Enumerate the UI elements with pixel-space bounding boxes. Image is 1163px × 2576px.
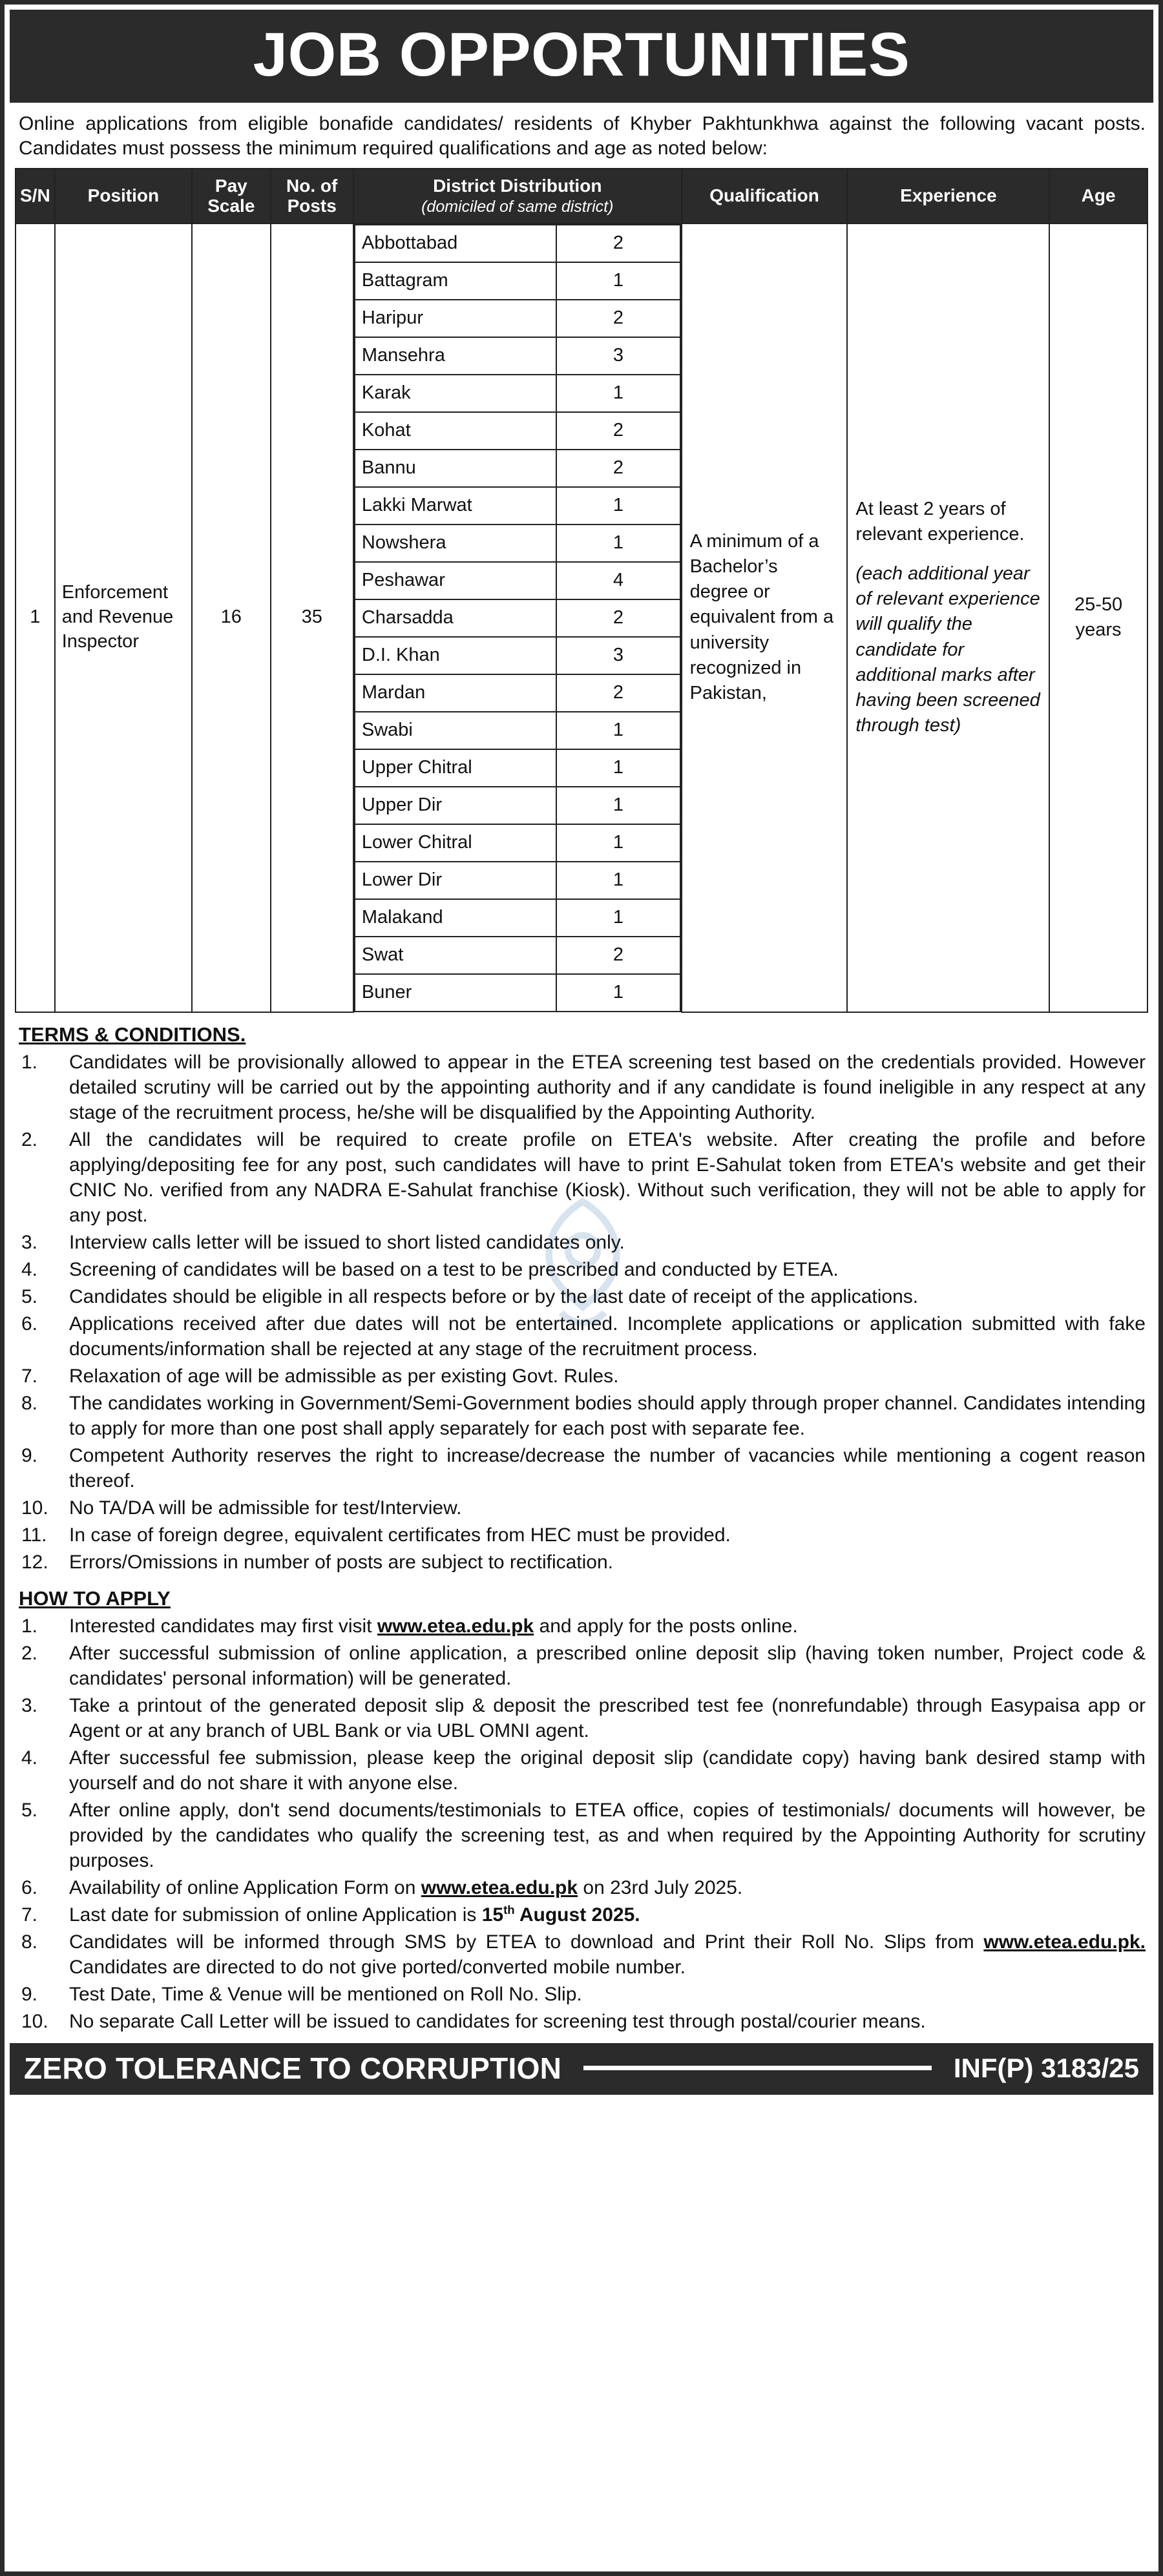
list-item [19,1391,1146,1441]
list-item-text: Screening of candidates will be based on a test to be prescribed and conducted by ETEA. [69,1258,839,1280]
district-post-count: 1 [556,824,680,862]
list-item [19,1443,1146,1493]
list-item [19,1257,1146,1282]
list-item-text: Relaxation of age will be admissible as per existing Govt. Rules. [69,1365,619,1387]
district-name: Abbottabad [355,225,556,262]
list-item [19,1311,1146,1362]
col-qualification: Qualification [682,169,848,223]
list-item-text: Take a printout of the generated deposit slip & deposit the prescribed test fee (nonrefundable) through Easypaisa app or Agent or at any branch of UBL Bank or via UBL OMNI agent. [69,1694,1146,1741]
list-item [19,1693,1146,1743]
list-item-text: All the candidates will be required to create profile on ETEA's website. After creating the profile and before applying/depositing fee for any post, such candidates will have to print E-Sahulat token from ETEA's website and get their CNIC No. verified from any NADRA E-Sahulat franchise (Kiosk). Without such verification, they will not be able to apply for any post. [69,1128,1146,1226]
list-item [19,1902,1146,1927]
list-item-number: 4. [21,1747,38,1769]
district-post-count: 1 [556,375,680,412]
district-post-count: 1 [556,712,680,749]
district-row [355,225,680,262]
district-row [355,937,680,974]
district-row [355,749,680,787]
district-post-count: 1 [556,862,680,899]
list-item [19,1364,1146,1389]
list-item-number: 9. [21,1444,38,1466]
list-item [19,1798,1146,1873]
list-item-text: After successful fee submission, please keep the original deposit slip (candidate copy) having bank desired stamp with yourself and do not share it with anyone else. [69,1747,1146,1794]
vacancy-table [15,168,1148,1013]
terms-and-conditions-section [5,1013,1158,1575]
list-item [19,1550,1146,1575]
cell-position: Enforcement and Revenue Inspector [55,223,192,1012]
district-post-count: 1 [556,749,680,787]
col-position: Position [55,169,192,223]
experience-main: At least 2 years of relevant experience. [855,498,1025,545]
district-name: Swabi [355,712,556,749]
col-district-distribution [353,169,682,223]
cell-no-of-posts: 35 [271,223,353,1012]
list-item-text: Test Date, Time & Venue will be mentioned on Roll No. Slip. [69,1983,582,2005]
col-no-of-posts: No. of Posts [271,169,353,223]
district-distribution-table [354,224,681,1012]
col-sn: S/N [16,169,55,223]
district-row [355,712,680,749]
footer-reference: INF(P) 3183/25 [953,2052,1139,2083]
cell-age: 25-50 years [1049,223,1147,1012]
district-row [355,787,680,824]
list-item-number: 7. [21,1904,38,1926]
district-name: Battagram [355,262,556,300]
col-experience: Experience [847,169,1049,223]
district-name: Mardan [355,674,556,712]
cell-pay-scale: 16 [192,223,270,1012]
table-header-row [16,169,1147,223]
list-item-number: 6. [21,1876,38,1898]
cell-district-distribution [353,223,682,1012]
district-post-count: 1 [556,487,680,525]
district-post-count: 2 [556,599,680,637]
district-name: Bannu [355,450,556,487]
district-post-count: 1 [556,787,680,824]
etea-website-link[interactable]: www.etea.edu.pk. [983,1931,1146,1953]
district-row [355,262,680,300]
list-item [19,1614,1146,1639]
how-to-apply-list [19,1614,1146,2034]
district-row [355,412,680,450]
intro-paragraph: Online applications from eligible bonafide candidates/ residents of Khyber Pakhtunkhwa against the following vacant posts. Candidates must possess the minimum required qualifications and age as noted below: [19,113,1146,160]
district-row [355,300,680,337]
list-item-text: Candidates will be provisionally allowed to appear in the ETEA screening test based on the credentials provided. However detailed scrutiny will be carried out by the appointing authority and if any candidate is found ineligible in any respect at any stage of the recruitment process, he/she will be disqualified by the Appointing Authority. [69,1051,1146,1123]
district-name: Kohat [355,412,556,450]
list-item-number: 8. [21,1392,38,1414]
district-post-count: 3 [556,637,680,674]
district-name: Haripur [355,300,556,337]
district-row [355,974,680,1012]
list-item-number: 2. [21,1642,38,1664]
list-item [19,1982,1146,2007]
district-post-count: 2 [556,937,680,974]
district-row [355,562,680,599]
list-item-number: 1. [21,1051,38,1073]
district-rows-body [355,225,680,1012]
list-item [19,1929,1146,1980]
list-item-number: 3. [21,1231,38,1253]
district-row [355,375,680,412]
district-post-count: 2 [556,674,680,712]
how-to-apply-section [5,1577,1158,2034]
footer-slogan: ZERO TOLERANCE TO CORRUPTION [24,2051,562,2085]
terms-list [19,1050,1146,1575]
list-item-text: Last date for submission of online Application is 15th August 2025. [69,1902,640,1926]
list-item-text: Availability of online Application Form on www.etea.edu.pk on 23rd July 2025. [69,1876,743,1898]
district-name: Lower Chitral [355,824,556,862]
district-row [355,525,680,562]
page-title: JOB OPPORTUNITIES [253,20,910,89]
district-name: Buner [355,974,556,1012]
district-post-count: 2 [556,412,680,450]
vacancy-table-body [16,223,1147,1012]
list-item [19,1522,1146,1548]
list-item [19,2009,1146,2034]
district-name: Nowshera [355,525,556,562]
list-item-number: 5. [21,1285,38,1307]
table-row [16,223,1147,1012]
footer-divider [583,2066,932,2070]
list-item-number: 1. [21,1615,38,1637]
district-name: Peshawar [355,562,556,599]
etea-website-link[interactable]: www.etea.edu.pk [421,1876,578,1898]
district-name: Malakand [355,899,556,937]
list-item-text: Candidates should be eligible in all respects before or by the last date of receipt of the applications. [69,1285,919,1307]
district-name: Mansehra [355,337,556,375]
district-name: Karak [355,375,556,412]
cell-sn: 1 [16,223,55,1012]
district-name: Charsadda [355,599,556,637]
terms-heading: TERMS & CONDITIONS. [19,1023,246,1046]
important-date: 15th August 2025. [481,1902,640,1926]
district-row [355,862,680,899]
list-item-text: Candidates will be informed through SMS by ETEA to download and Print their Roll No. Slips from www.etea.edu.pk. Candidates are directed to do not give ported/converted mobile number. [69,1931,1146,1978]
list-item-text: Interested candidates may first visit www.etea.edu.pk and apply for the posts online. [69,1615,798,1637]
district-post-count: 1 [556,974,680,1012]
list-item-text: No separate Call Letter will be issued to candidates for screening test through postal/courier means. [69,2010,926,2032]
list-item [19,1745,1146,1796]
col-district-distribution-label: District Distribution [433,176,602,196]
list-item [19,1050,1146,1125]
list-item-number: 8. [21,1931,38,1953]
district-post-count: 2 [556,450,680,487]
district-post-count: 1 [556,525,680,562]
etea-website-link[interactable]: www.etea.edu.pk [377,1615,534,1637]
list-item-number: 11. [21,1524,47,1546]
list-item-number: 9. [21,1983,38,2005]
district-post-count: 1 [556,899,680,937]
list-item-number: 10. [21,2010,48,2032]
vacancy-table-wrapper [5,168,1158,1013]
footer-bar [10,2043,1153,2095]
district-name: Swat [355,937,556,974]
district-name: Upper Dir [355,787,556,824]
district-name: Upper Chitral [355,749,556,787]
cell-experience [847,223,1049,1012]
list-item [19,1641,1146,1691]
list-item [19,1127,1146,1228]
district-row [355,599,680,637]
list-item [19,1495,1146,1521]
col-district-distribution-subtitle: (domiciled of same district) [421,197,614,216]
col-age: Age [1049,169,1147,223]
district-row [355,450,680,487]
district-post-count: 2 [556,225,680,262]
list-item [19,1284,1146,1309]
list-item-text: After online apply, don't send documents/testimonials to ETEA office, copies of testimonials/ documents will however, be provided by the candidates who qualify the screening test, as and when required by the Appointing Authority for scrutiny purposes. [69,1799,1146,1871]
district-post-count: 2 [556,300,680,337]
list-item [19,1875,1146,1900]
district-row [355,824,680,862]
list-item [19,1230,1146,1255]
district-post-count: 4 [556,562,680,599]
district-row [355,674,680,712]
col-pay-scale: Pay Scale [192,169,270,223]
district-name: Lower Dir [355,862,556,899]
list-item-text: The candidates working in Government/Semi-Government bodies should apply through proper channel. Candidates intending to apply for more than one post shall apply separately for each post with separate fee. [69,1392,1146,1439]
list-item-text: In case of foreign degree, equivalent certificates from HEC must be provided. [69,1524,731,1546]
list-item-number: 4. [21,1258,38,1280]
district-name: Lakki Marwat [355,487,556,525]
list-item-number: 10. [21,1497,48,1519]
list-item-number: 5. [21,1799,38,1821]
district-row [355,637,680,674]
list-item-text: No TA/DA will be admissible for test/Interview. [69,1497,462,1519]
district-name: D.I. Khan [355,637,556,674]
district-row [355,899,680,937]
list-item-number: 7. [21,1365,38,1387]
experience-note: (each additional year of relevant experience will qualify the candidate for additional marks after having been screened through test) [855,563,1040,736]
list-item-number: 3. [21,1694,38,1716]
list-item-text: Errors/Omissions in number of posts are subject to rectification. [69,1551,613,1573]
list-item-number: 6. [21,1313,38,1335]
list-item-text: Applications received after due dates will not be entertained. Incomplete applications or application submitted with fake documents/information shall be rejected at any stage of the recruitment process. [69,1313,1146,1360]
district-post-count: 3 [556,337,680,375]
list-item-text: Competent Authority reserves the right to increase/decrease the number of vacancies while mentioning a cogent reason thereof. [69,1444,1146,1491]
cell-qualification: A minimum of a Bachelor’s degree or equivalent from a university recognized in Pakistan, [682,223,848,1012]
district-row [355,337,680,375]
list-item-text: Interview calls letter will be issued to short listed candidates only. [69,1231,625,1253]
list-item-text: After successful submission of online application, a prescribed online deposit slip (having token number, Project code & candidates' personal information) will be generated. [69,1642,1146,1689]
how-to-apply-heading: HOW TO APPLY [19,1586,171,1610]
list-item-number: 12. [21,1551,48,1573]
district-post-count: 1 [556,262,680,300]
district-row [355,487,680,525]
list-item-number: 2. [21,1128,38,1150]
page-header-banner [10,10,1153,103]
